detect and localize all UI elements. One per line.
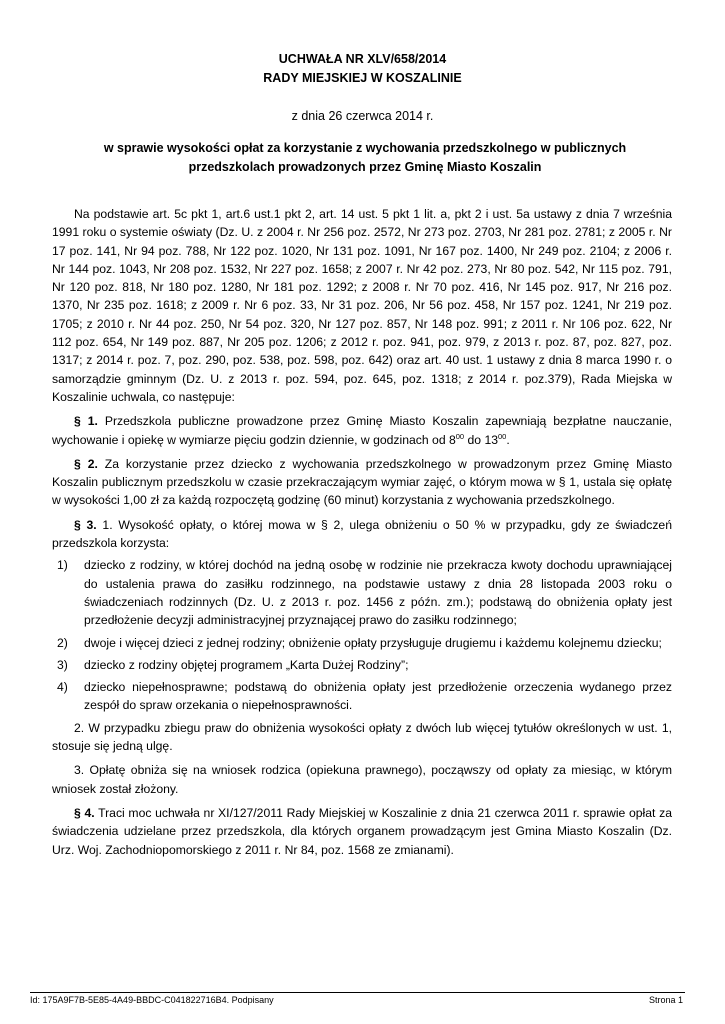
reduction-list — [52, 556, 672, 714]
paragraph-1 — [52, 412, 672, 449]
paragraph-1-label: § 1. — [74, 414, 98, 429]
paragraph-3-intro-text: 1. Wysokość opłaty, o której mowa w § 2, ulega obniżeniu o 50 % w przypadku, gdy ze świadczeń przedszkola korzysta: — [52, 517, 672, 551]
paragraph-3-intro — [52, 516, 672, 553]
list-item-text: dziecko z rodziny, w której dochód na jedną osobę w rodzinie nie przekracza kwoty dochodu uprawniającej do ustalenia prawa do zasiłku rodzinnego, na podstawie ustawy z dnia 28 listopada 2003 roku o świadczeniach rodzinnych (Dz. U. z 2013 r. poz. 1456 z późn. zm.); podstawą do obniżenia opłaty jest przedłożenie decyzji administracyjnej przyznającej prawo do zasiłku rodzinnego; — [84, 558, 672, 628]
list-item — [52, 678, 672, 715]
list-item-number: 2) — [57, 635, 68, 650]
document-id: Id: 175A9F7B-5E85-4A49-BBDC-C041822716B4. Podpisany — [30, 995, 274, 1005]
hour-from-superscript: 00 — [455, 431, 465, 441]
footer-divider — [30, 992, 685, 993]
list-item — [52, 634, 672, 652]
paragraph-2 — [52, 455, 672, 510]
paragraph-1-end: . — [506, 432, 510, 447]
paragraph-4 — [52, 804, 672, 859]
paragraph-1-text: Przedszkola publiczne prowadzone przez Gminę Miasto Koszalin zapewniają bezpłatne nauczanie, wychowanie i opiekę w wymiarze pięciu godzin dziennie, w godzinach od 8 — [52, 414, 672, 447]
paragraph-4-text: Traci moc uchwała nr XI/127/2011 Rady Miejskiej w Koszalinie z dnia 21 czerwca 2011 r. sprawie opłat za świadczenia udzielane przez przedszkola, dla których organem prowadzącym jest Gmina Miasto Koszalin (Dz. Urz. Woj. Zachodniopomorskiego z 2011 r. Nr 84, poz. 1568 ze zmianami). — [52, 805, 672, 857]
resolution-number: UCHWAŁA NR XLV/658/2014 — [278, 52, 447, 66]
paragraph-2-label: § 2. — [74, 456, 98, 471]
list-item-text: dziecko niepełnosprawne; podstawą do obniżenia opłaty jest przedłożenie orzeczenia wydanego przez zespół do spraw orzekania o niepełnosprawności. — [84, 680, 672, 713]
paragraph-2-text: Za korzystanie przez dziecko z wychowania przedszkolnego w prowadzonym przez Gminę Miasto Koszalin publicznym przedszkolu w czasie przekraczającym wymiar zajęć, o którym mowa w § 1, ustala się opłatę w wysokości 1,00 zł za każdą rozpoczętą godzinę (60 minut) korzystania z wychowania przedszkolnego. — [52, 456, 672, 508]
list-item-number: 4) — [57, 680, 68, 695]
list-item-number: 3) — [57, 657, 68, 672]
paragraph-3-section-2: 2. W przypadku zbiegu praw do obniżenia wysokości opłaty z dwóch lub więcej tytułów określonych w ust. 1, stosuje się jedną ulgę. — [52, 720, 672, 754]
list-item-number: 1) — [57, 558, 68, 573]
paragraph-4-label: § 4. — [74, 805, 95, 820]
resolution-subject: w sprawie wysokości opłat za korzystanie z wychowania przedszkolnego w publicznych przedszkolach prowadzonych przez Gminę Miasto Koszalin — [103, 141, 627, 174]
council-name: RADY MIEJSKIEJ W KOSZALINIE — [263, 71, 462, 85]
hour-to-superscript: 00 — [498, 431, 507, 441]
list-item-text: dwoje i więcej dzieci z jednej rodziny; obniżenie opłaty przysługuje drugiemu i każdemu kolejnemu dziecku; — [84, 635, 662, 650]
preamble: Na podstawie art. 5c pkt 1, art.6 ust.1 pkt 2, art. 14 ust. 5 pkt 1 lit. a, pkt 2 i ust. 5a ustawy z dnia 7 września 1991 roku o systemie oświaty (Dz. U. z 2004 r. Nr 256 poz. 2572, Nr 273 poz. 2703, Nr 281 poz. 2781; z 2005 r. Nr 17 poz. 141, Nr 94 poz. 788, Nr 122 poz. 1020, Nr 131 poz. 1091, Nr 167 poz. 1400, Nr 249 poz. 2104; z 2006 r. Nr 144 poz. 1043, Nr 208 poz. 1532, Nr 227 poz. 1658; z 2007 r. Nr 42 poz. 273, Nr 80 poz. 542, Nr 115 poz. 791, Nr 120 poz. 818, Nr 180 poz. 1280, Nr 181 poz. 1292; z 2008 r. Nr 70 poz. 416, Nr 145 poz. 917, Nr 216 poz. 1370, Nr 235 poz. 1618; z 2009 r. Nr 6 poz. 33, Nr 31 poz. 206, Nr 56 poz. 458, Nr 157 poz. 1241, Nr 219 poz. 1705; z 2010 r. Nr 44 poz. 250, Nr 54 poz. 320, Nr 127 poz. 857, Nr 148 poz. 991; z 2011 r. Nr 106 poz. 622, Nr 112 poz. 654, Nr 149 poz. 887, Nr 205 poz. 1206; z 2012 r. poz. 941, poz. 979, z 2013 r. poz. 87, poz. 827, poz. 1317; z 2014 r. poz. 7, poz. 290, poz. 538, poz. 598, poz. 642) oraz art. 40 ust. 1 ustawy z dnia 8 marca 1990 r. o samorządzie gminnym (Dz. U. z 2013 r. poz. 594, poz. 645, poz. 1318; z 2014 r. poz.379), Rada Miejska w Koszalinie uchwala, co następuje: — [52, 207, 672, 404]
paragraph-3-section-3: 3. Opłatę obniża się na wniosek rodzica (opiekuna prawnego), począwszy od opłaty za miesiąc, w którym wniosek został złożony. — [52, 763, 672, 796]
document-body — [52, 205, 672, 859]
list-item — [52, 556, 672, 629]
paragraph-1-mid: do 13 — [464, 432, 498, 447]
list-item — [52, 656, 672, 674]
paragraph-3-label: § 3. — [74, 517, 97, 532]
list-item-text: dziecko z rodziny objętej programem „Karta Dużej Rodziny”; — [84, 657, 409, 672]
page-number: Strona 1 — [648, 995, 683, 1005]
resolution-date: z dnia 26 czerwca 2014 r. — [291, 109, 434, 123]
